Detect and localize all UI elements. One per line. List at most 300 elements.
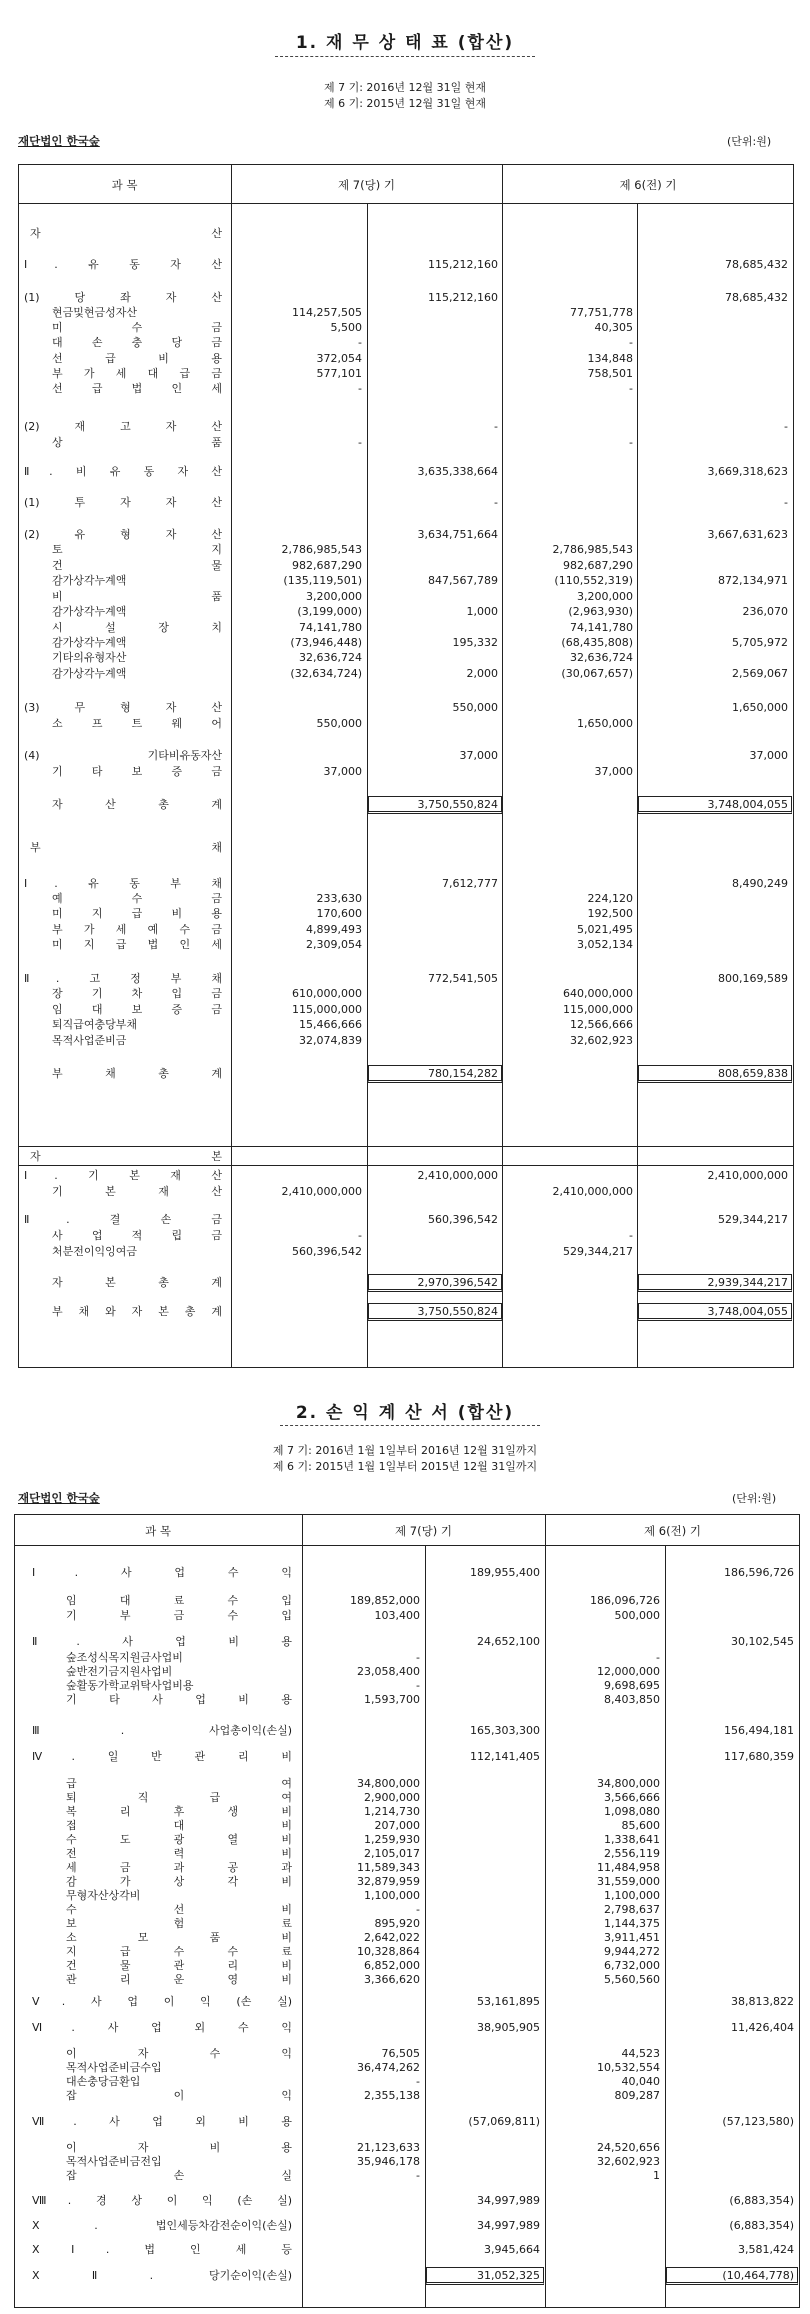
table-row: [0, 226, 810, 241]
amount-c1: 1,214,730: [364, 1805, 420, 1818]
amount-p1: 640,000,000: [563, 987, 633, 1000]
table-row: [0, 335, 810, 350]
table-row: [0, 589, 810, 604]
table-row: [0, 1944, 810, 1959]
amount-c1: 2,355,138: [364, 2089, 420, 2102]
row-label: Ⅰ. 유 동 부 채: [24, 877, 222, 890]
row-label: 임 대 료 수 입: [66, 1594, 292, 1607]
table-row: [0, 527, 810, 542]
amount-p1: 6,732,000: [604, 1959, 660, 1972]
row-label: 선 급 비 용: [52, 352, 222, 365]
amount-p2: 5,705,972: [732, 636, 788, 649]
amount-p1: 10,532,554: [597, 2061, 660, 2074]
amount-c1: 207,000: [374, 1819, 420, 1832]
header-divider: [14, 1545, 800, 1546]
amount-p1: 32,602,923: [597, 2155, 660, 2168]
amount-c2: 31,052,325: [477, 2269, 540, 2282]
amount-p2: 3,669,318,623: [707, 465, 788, 478]
table-row: [0, 351, 810, 366]
amount-c1: -: [416, 2075, 420, 2088]
amount-c2: 550,000: [452, 701, 498, 714]
amount-p2: 3,667,631,623: [707, 528, 788, 541]
amount-p1: 12,000,000: [597, 1665, 660, 1678]
table-row: [0, 635, 810, 650]
row-label: 대손충당금환입: [66, 2075, 141, 2088]
amount-c1: (3,199,000): [297, 605, 362, 618]
row-label: 부 가 세 대 급 금: [52, 367, 222, 380]
table-row: [0, 2046, 810, 2061]
row-label: 부 가 세 예 수 금: [52, 923, 222, 936]
row-label: 부 채 총 계: [52, 1067, 222, 1080]
amount-p1: -: [656, 1651, 660, 1664]
amount-c1: 3,200,000: [306, 590, 362, 603]
amount-c1: -: [416, 1679, 420, 1692]
table-row: [0, 1749, 810, 1764]
row-label: 미 지 급 비 용: [52, 907, 222, 920]
table-row: [0, 1860, 810, 1875]
amount-c2: -: [494, 420, 498, 433]
amount-c1: 35,946,178: [357, 2155, 420, 2168]
table-row: [0, 257, 810, 272]
row-label: 숲활동가학교위탁사업비용: [66, 1679, 194, 1692]
amount-p1: 5,560,560: [604, 1973, 660, 1986]
amount-p2: 800,169,589: [718, 972, 788, 985]
table-row: [0, 1033, 810, 1048]
table-row: [0, 971, 810, 986]
row-label: Ⅵ. 사 업 외 수 익: [32, 2021, 292, 2034]
amount-c2: 3,634,751,664: [417, 528, 498, 541]
row-label: 접 대 비: [66, 1819, 292, 1832]
row-label: 대 손 충 당 금: [52, 336, 222, 349]
row-label: 선 급 법 인 세: [52, 382, 222, 395]
row-label: 기 타 보 증 금: [52, 765, 222, 778]
row-label: 현금및현금성자산: [52, 306, 138, 319]
income-statement-title: 2. 손 익 계 산 서 (합산): [295, 1403, 515, 1423]
row-label: 감가상각누계액: [52, 636, 127, 649]
amount-p2: (10,464,778): [722, 2269, 794, 2282]
table-row: [0, 797, 810, 812]
amount-c2: 34,997,989: [477, 2219, 540, 2232]
row-label: Ⅳ. 일 반 관 리 비: [32, 1750, 292, 1763]
table-row: [0, 1888, 810, 1903]
amount-p2: 3,581,424: [738, 2243, 794, 2256]
amount-p1: 31,559,000: [597, 1875, 660, 1888]
row-label: ⅩⅠ. 법 인 세 등: [32, 2243, 292, 2256]
row-label: 시 설 장 치: [52, 621, 222, 634]
amount-p1: 115,000,000: [563, 1003, 633, 1016]
amount-c1: -: [358, 336, 362, 349]
amount-c1: 10,328,864: [357, 1945, 420, 1958]
table-row: [0, 2154, 810, 2169]
header-current-period: 제 7(당) 기: [395, 1524, 452, 1538]
amount-p1: 34,800,000: [597, 1777, 660, 1790]
amount-p2: 2,410,000,000: [707, 1169, 788, 1182]
amount-c1: 2,410,000,000: [281, 1185, 362, 1198]
row-label: 기 본 재 산: [52, 1185, 222, 1198]
row-label: 기 타 사 업 비 용: [66, 1693, 292, 1706]
table-row: [0, 1972, 810, 1987]
amount-p1: 40,305: [594, 321, 633, 334]
amount-p1: 74,141,780: [570, 621, 633, 634]
amount-c1: 1,259,930: [364, 1833, 420, 1846]
row-label: Ⅰ. 유 동 자 산: [24, 258, 222, 271]
table-row: [0, 2193, 810, 2208]
row-label: 숲반전기금지원사업비: [66, 1665, 173, 1678]
amount-c2: 3,945,664: [484, 2243, 540, 2256]
amount-p1: -: [629, 336, 633, 349]
amount-c1: 32,879,959: [357, 1875, 420, 1888]
amount-c1: 577,101: [316, 367, 362, 380]
table-row: [0, 620, 810, 635]
amount-c1: 170,600: [316, 907, 362, 920]
amount-c1: -: [416, 1903, 420, 1916]
row-label: Ⅷ. 경 상 이 익 (손 실): [32, 2194, 292, 2207]
amount-p2: 3,748,004,055: [707, 1305, 788, 1318]
table-row: [0, 666, 810, 681]
amount-p1: 1,100,000: [604, 1889, 660, 1902]
row-label: 무형자산상각비: [66, 1889, 141, 1902]
amount-p1: 12,566,666: [570, 1018, 633, 1031]
amount-c1: 2,105,017: [364, 1847, 420, 1860]
table-row: [0, 381, 810, 396]
row-label: 감가상각누계액: [52, 667, 127, 680]
amount-p2: -: [784, 496, 788, 509]
amount-c1: (32,634,724): [290, 667, 362, 680]
table-row: [0, 1930, 810, 1945]
table-row: [0, 1228, 810, 1243]
row-label: Ⅰ. 사 업 수 익: [32, 1566, 292, 1579]
table-row: [0, 1244, 810, 1259]
amount-c1: 2,900,000: [364, 1791, 420, 1804]
amount-p1: 44,523: [621, 2047, 660, 2060]
row-label: Ⅲ. 사업총이익(손실): [32, 1724, 292, 1737]
amount-p1: 11,484,958: [597, 1861, 660, 1874]
amount-c1: 114,257,505: [292, 306, 362, 319]
table-row: [0, 1776, 810, 1791]
amount-p2: 236,070: [742, 605, 788, 618]
amount-p2: 808,659,838: [718, 1067, 788, 1080]
table-row: [0, 305, 810, 320]
table-row: [0, 435, 810, 450]
amount-p1: 2,556,119: [604, 1847, 660, 1860]
section-divider: [18, 1146, 794, 1147]
table-row: [0, 419, 810, 434]
table-row: [0, 1650, 810, 1665]
amount-p2: 117,680,359: [724, 1750, 794, 1763]
table-row: [0, 573, 810, 588]
amount-p1: (110,552,319): [554, 574, 633, 587]
table-row: [0, 1846, 810, 1861]
amount-p1: (2,963,930): [568, 605, 633, 618]
table-row: [0, 906, 810, 921]
amount-c2: 3,750,550,824: [417, 798, 498, 811]
amount-p1: 1,098,080: [604, 1805, 660, 1818]
amount-p1: 40,040: [621, 2075, 660, 2088]
amount-p1: 9,698,695: [604, 1679, 660, 1692]
table-row: [0, 604, 810, 619]
table-row: [0, 1275, 810, 1290]
amount-p2: (57,123,580): [722, 2115, 794, 2128]
row-label: 숲조성식목지원금사업비: [66, 1651, 183, 1664]
table-row: [0, 320, 810, 335]
amount-c1: 372,054: [316, 352, 362, 365]
amount-p2: 2,939,344,217: [707, 1276, 788, 1289]
amount-c2: 112,141,405: [470, 1750, 540, 1763]
row-label: 목적사업준비금수입: [66, 2061, 162, 2074]
row-label: 자 산: [30, 227, 222, 240]
amount-p1: 982,687,290: [563, 559, 633, 572]
amount-p1: 1: [653, 2169, 660, 2182]
table-row: [0, 1634, 810, 1649]
row-label: (2) 유 형 자 산: [24, 528, 222, 541]
amount-c2: 115,212,160: [428, 291, 498, 304]
amount-p1: 9,944,272: [604, 1945, 660, 1958]
row-label: 예 수 금: [52, 892, 222, 905]
table-row: [0, 464, 810, 479]
amount-c1: 34,800,000: [357, 1777, 420, 1790]
header-prior-period: 제 6(전) 기: [619, 178, 677, 192]
table-row: [0, 876, 810, 891]
row-label: 감가상각누계액: [52, 574, 127, 587]
table-row: [0, 495, 810, 510]
amount-c2: 37,000: [459, 749, 498, 762]
row-label: 미 수 금: [52, 321, 222, 334]
amount-c1: 560,396,542: [292, 1245, 362, 1258]
amount-c1: 15,466,666: [299, 1018, 362, 1031]
row-label: 자 산 총 계: [52, 798, 222, 811]
table-row: [0, 764, 810, 779]
amount-p1: 3,052,134: [577, 938, 633, 951]
amount-c2: 195,332: [452, 636, 498, 649]
row-label: 처분전이익잉여금: [52, 1245, 138, 1258]
amount-p1: 758,501: [587, 367, 633, 380]
table-row: [0, 1304, 810, 1319]
amount-p1: 529,344,217: [563, 1245, 633, 1258]
table-row: [0, 1608, 810, 1623]
amount-c1: (135,119,501): [283, 574, 362, 587]
table-row: [0, 986, 810, 1001]
row-label: 기 부 금 수 입: [66, 1609, 292, 1622]
table-row: [0, 1804, 810, 1819]
header-current-period: 제 7(당) 기: [338, 178, 395, 192]
header-item: 과 목: [145, 1524, 171, 1538]
table-row: [0, 650, 810, 665]
row-label: 소 모 품 비: [66, 1931, 292, 1944]
row-label: 자 본: [30, 1150, 222, 1163]
amount-p1: (68,435,808): [561, 636, 633, 649]
amount-c2: 1,000: [466, 605, 498, 618]
amount-p2: 156,494,181: [724, 1724, 794, 1737]
table-row: [0, 937, 810, 952]
row-label: Ⅴ. 사 업 이 익 (손 실): [32, 1995, 292, 2008]
amount-p2: 8,490,249: [732, 877, 788, 890]
amount-c1: 2,309,054: [306, 938, 362, 951]
table-row: [0, 2242, 810, 2257]
amount-c1: 6,852,000: [364, 1959, 420, 1972]
section-divider: [18, 1165, 794, 1166]
table-row: [0, 891, 810, 906]
table-row: [0, 2140, 810, 2155]
row-label: 감 가 상 각 비: [66, 1875, 292, 1888]
amount-p2: 30,102,545: [731, 1635, 794, 1648]
amount-p2: 186,596,726: [724, 1566, 794, 1579]
amount-c1: -: [358, 436, 362, 449]
amount-p1: 3,200,000: [577, 590, 633, 603]
amount-c1: 32,636,724: [299, 651, 362, 664]
unit-label: (단위:원): [732, 1492, 777, 1505]
amount-p2: 38,813,822: [731, 1995, 794, 2008]
amount-p2: 78,685,432: [725, 258, 788, 271]
amount-c2: -: [494, 496, 498, 509]
row-label: 미 지 급 법 인 세: [52, 938, 222, 951]
row-label: ⅩⅡ. 당기순이익(손실): [32, 2269, 292, 2282]
table-row: [0, 558, 810, 573]
amount-c2: 2,000: [466, 667, 498, 680]
amount-c1: 74,141,780: [299, 621, 362, 634]
row-label: 잡 이 익: [66, 2089, 292, 2102]
amount-c2: 189,955,400: [470, 1566, 540, 1579]
header-divider: [18, 203, 794, 204]
row-label: 사 업 적 립 금: [52, 1229, 222, 1242]
amount-p2: 1,650,000: [732, 701, 788, 714]
amount-c1: (73,946,448): [290, 636, 362, 649]
table-row: [0, 1916, 810, 1931]
row-label: 퇴 직 급 여: [66, 1791, 292, 1804]
table-row: [0, 1692, 810, 1707]
amount-p1: 134,848: [587, 352, 633, 365]
amount-c1: -: [416, 1651, 420, 1664]
row-label: 수 선 비: [66, 1903, 292, 1916]
table-row: [0, 1818, 810, 1833]
amount-c1: 36,474,262: [357, 2061, 420, 2074]
row-label: Ⅰ. 기 본 재 산: [24, 1169, 222, 1182]
row-label: 목적사업준비금전입: [66, 2155, 162, 2168]
amount-p1: 3,911,451: [604, 1931, 660, 1944]
amount-c1: 1,100,000: [364, 1889, 420, 1902]
amount-c1: 895,920: [374, 1917, 420, 1930]
row-label: 상 품: [52, 436, 222, 449]
amount-c2: 34,997,989: [477, 2194, 540, 2207]
amount-c1: 115,000,000: [292, 1003, 362, 1016]
amount-p1: 8,403,850: [604, 1693, 660, 1706]
company-name: 재단법인 한국숲: [18, 1491, 100, 1505]
amount-c1: 2,786,985,543: [281, 543, 362, 556]
amount-c1: -: [416, 2169, 420, 2182]
balance-sheet-period-prior: 제 6 기: 2015년 12월 31일 현재: [323, 97, 487, 110]
amount-c2: 780,154,282: [428, 1067, 498, 1080]
row-label: 이 자 비 용: [66, 2141, 292, 2154]
row-label: Ⅱ. 비 유 동 자 산: [24, 465, 222, 478]
amount-c2: 24,652,100: [477, 1635, 540, 1648]
amount-c2: 772,541,505: [428, 972, 498, 985]
table-row: [0, 2168, 810, 2183]
row-label: 이 자 수 익: [66, 2047, 292, 2060]
amount-p1: 2,410,000,000: [552, 1185, 633, 1198]
amount-c1: 23,058,400: [357, 1665, 420, 1678]
title-underline: [280, 1425, 540, 1426]
row-label: 잡 손 실: [66, 2169, 292, 2182]
row-label: Ⅶ. 사 업 외 비 용: [32, 2115, 292, 2128]
row-label: 급 여: [66, 1777, 292, 1790]
row-label: 전 력 비: [66, 1847, 292, 1860]
amount-c2: 53,161,895: [477, 1995, 540, 2008]
amount-c1: 1,593,700: [364, 1693, 420, 1706]
amount-p1: 3,566,666: [604, 1791, 660, 1804]
amount-c2: 165,303,300: [470, 1724, 540, 1737]
row-label: 감가상각누계액: [52, 605, 127, 618]
table-row: [0, 2114, 810, 2129]
table-row: [0, 700, 810, 715]
row-label: 건 물 관 리 비: [66, 1959, 292, 1972]
amount-c1: 4,899,493: [306, 923, 362, 936]
amount-p1: -: [629, 436, 633, 449]
table-row: [0, 1017, 810, 1032]
amount-p2: 11,426,404: [731, 2021, 794, 2034]
row-label: 부 채: [30, 841, 222, 854]
amount-c1: 11,589,343: [357, 1861, 420, 1874]
row-label: 부 채 와 자 본 총 계: [52, 1305, 222, 1318]
row-label: 지 급 수 수 료: [66, 1945, 292, 1958]
row-label: (3) 무 형 자 산: [24, 701, 222, 714]
row-label: 비 품: [52, 590, 222, 603]
amount-p1: 1,650,000: [577, 717, 633, 730]
amount-c1: 233,630: [316, 892, 362, 905]
row-label: 장 기 차 입 금: [52, 987, 222, 1000]
amount-p1: 186,096,726: [590, 1594, 660, 1607]
row-label: 보 험 료: [66, 1917, 292, 1930]
table-row: [0, 2074, 810, 2089]
row-label: 목적사업준비금: [52, 1034, 127, 1047]
table-row: [0, 1678, 810, 1693]
table-row: [0, 2020, 810, 2035]
row-label: 자 본 총 계: [52, 1276, 222, 1289]
row-label: 복 리 후 생 비: [66, 1805, 292, 1818]
row-label: Ⅱ. 고 정 부 채: [24, 972, 222, 985]
amount-p2: 37,000: [749, 749, 788, 762]
amount-c1: 21,123,633: [357, 2141, 420, 2154]
amount-c2: 2,410,000,000: [417, 1169, 498, 1182]
amount-c1: -: [358, 382, 362, 395]
table-row: [0, 2088, 810, 2103]
row-label: 건 물: [52, 559, 222, 572]
amount-c1: 3,366,620: [364, 1973, 420, 1986]
amount-p2: 3,748,004,055: [707, 798, 788, 811]
table-row: [0, 290, 810, 305]
row-label: 토 지: [52, 543, 222, 556]
table-row: [0, 1149, 810, 1164]
amount-c2: 560,396,542: [428, 1213, 498, 1226]
table-row: [0, 2268, 810, 2283]
amount-p2: (6,883,354): [729, 2219, 794, 2232]
amount-p1: 32,602,923: [570, 1034, 633, 1047]
table-row: [0, 2060, 810, 2075]
amount-p1: 37,000: [594, 765, 633, 778]
amount-p1: -: [629, 382, 633, 395]
title-underline: [275, 56, 535, 57]
table-row: [0, 366, 810, 381]
amount-p2: (6,883,354): [729, 2194, 794, 2207]
amount-p1: 192,500: [587, 907, 633, 920]
income-statement-period-prior: 제 6 기: 2015년 1월 1일부터 2015년 12월 31일까지: [272, 1460, 538, 1473]
balance-sheet-title: 1. 재 무 상 태 표 (합산): [295, 33, 515, 53]
company-name: 재단법인 한국숲: [18, 134, 100, 148]
unit-label: (단위:원): [727, 135, 772, 148]
amount-p2: -: [784, 420, 788, 433]
table-row: [0, 1593, 810, 1608]
balance-sheet-period-current: 제 7 기: 2016년 12월 31일 현재: [323, 81, 487, 94]
amount-p1: 500,000: [614, 1609, 660, 1622]
amount-p1: 809,287: [614, 2089, 660, 2102]
